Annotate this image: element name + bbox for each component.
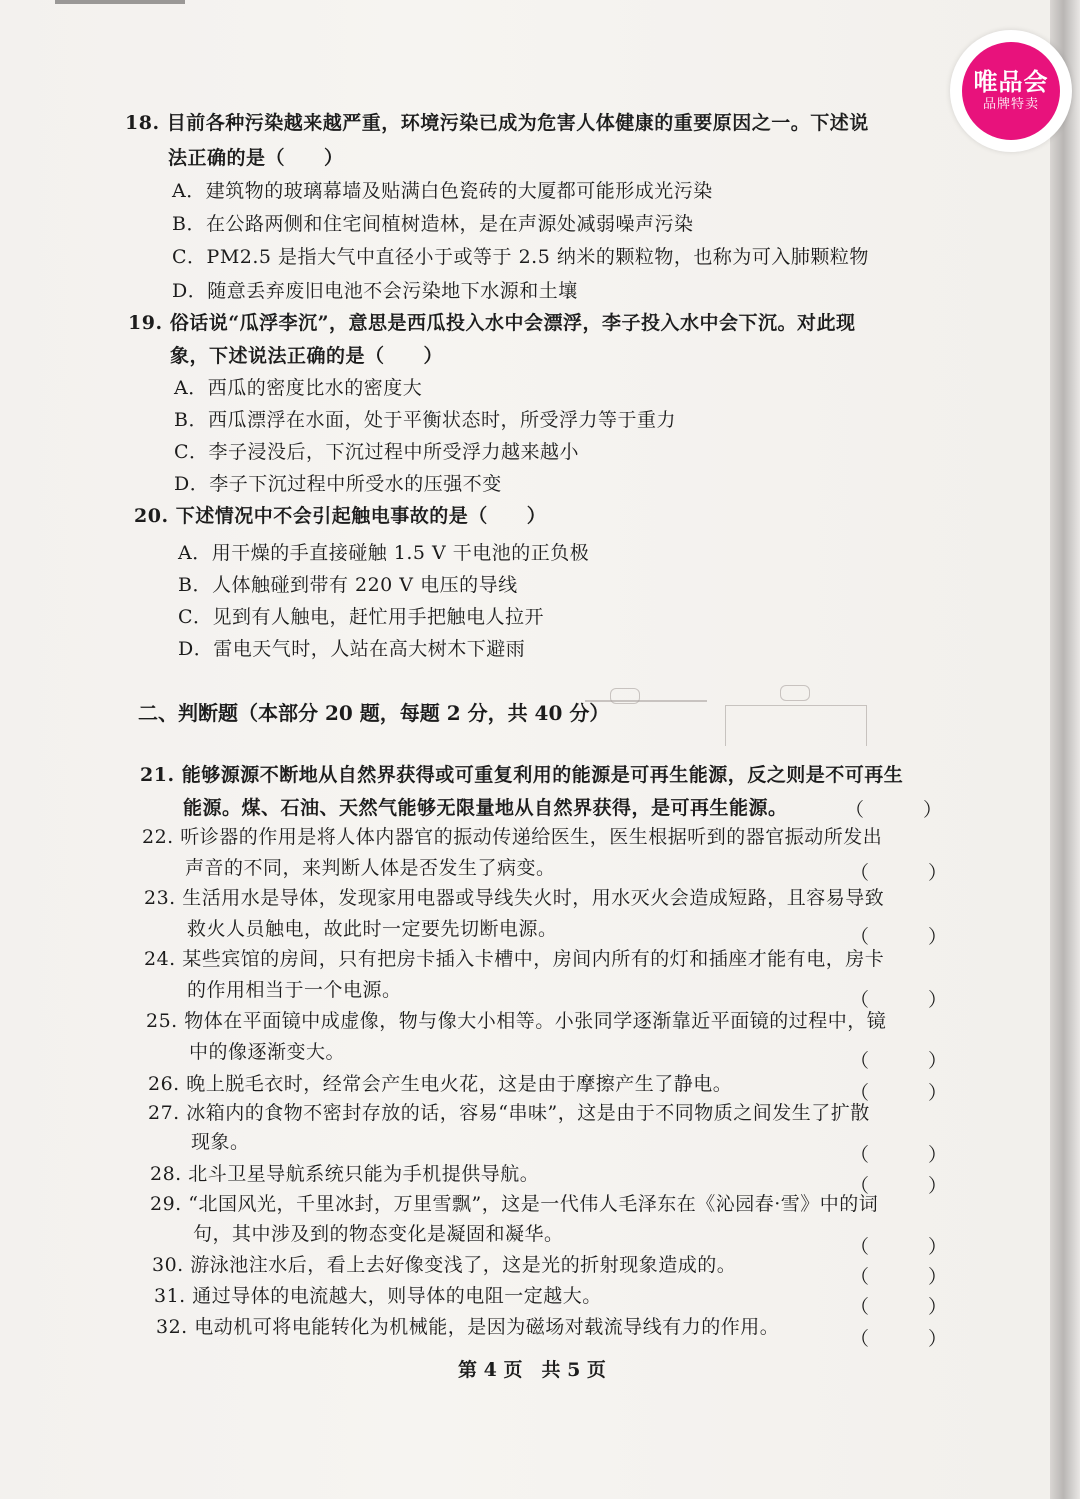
q18-option-a: A．建筑物的玻璃幕墙及贴满白色瓷砖的大厦都可能形成光污染 — [172, 180, 713, 202]
q27-answer-paren[interactable]: （ ） — [850, 1144, 968, 1166]
q18-line2: 法正确的是（ ） — [168, 147, 344, 169]
q26-answer-paren[interactable]: （ ） — [850, 1082, 968, 1104]
q25-answer-paren[interactable]: （ ） — [850, 1050, 968, 1072]
q30-line1: 30. 游泳池注水后，看上去好像变浅了，这是光的折射现象造成的。 — [152, 1254, 737, 1276]
q20-option-b: B．人体触碰到带有 220 V 电压的导线 — [178, 574, 518, 596]
q28-answer-paren[interactable]: （ ） — [850, 1175, 968, 1197]
q21-line1: 21. 能够源源不断地从自然界获得或可重复利用的能源是可再生能源，反之则是不可再生 — [140, 764, 904, 786]
q18-option-d: D．随意丢弃废旧电池不会污染地下水源和土壤 — [172, 280, 578, 302]
q20-option-d: D．雷电天气时，人站在高大树木下避雨 — [178, 638, 526, 660]
q19-option-a: A．西瓜的密度比水的密度大 — [174, 377, 423, 399]
q29-answer-paren[interactable]: （ ） — [850, 1236, 968, 1258]
brand-badge[interactable] — [950, 30, 1072, 152]
bleed-circuit-lamp — [610, 688, 640, 704]
q18-option-c: C．PM2.5 是指大气中直径小于或等于 2.5 纳米的颗粒物，也称为可入肺颗粒物 — [172, 246, 869, 268]
top-strip — [55, 0, 185, 4]
q25-line2: 中的像逐渐变大。 — [189, 1041, 346, 1063]
q22-answer-paren[interactable]: （ ） — [850, 862, 968, 884]
q32-line1: 32. 电动机可将电能转化为机械能，是因为磁场对载流导线有力的作用。 — [156, 1316, 780, 1338]
q19-option-b: B．西瓜漂浮在水面，处于平衡状态时，所受浮力等于重力 — [174, 409, 676, 431]
q27-line1: 27. 冰箱内的食物不密封存放的话，容易“串味”，这是由于不同物质之间发生了扩散 — [148, 1102, 870, 1124]
q24-line1: 24. 某些宾馆的房间，只有把房卡插入卡槽中，房间内所有的灯和插座才能有电，房卡 — [144, 948, 885, 970]
q18-option-b: B．在公路两侧和住宅间植树造林，是在声源处减弱噪声污染 — [172, 213, 694, 235]
q20-line1: 20. 下述情况中不会引起触电事故的是（ ） — [134, 505, 547, 527]
q19-line2: 象，下述说法正确的是（ ） — [170, 345, 444, 367]
q31-answer-paren[interactable]: （ ） — [850, 1296, 968, 1318]
brand-name: 唯品会 — [973, 68, 1049, 96]
q23-answer-paren[interactable]: （ ） — [850, 926, 968, 948]
q22-line2: 声音的不同，来判断人体是否发生了病变。 — [185, 857, 556, 879]
q22-line1: 22. 听诊器的作用是将人体内器官的振动传递给医生，医生根据听到的器官振动所发出 — [142, 826, 883, 848]
brand-logo-icon — [962, 42, 1060, 140]
q18-line1: 18. 目前各种污染越来越严重，环境污染已成为危害人体健康的重要原因之一。下述说 — [125, 112, 869, 134]
q21-line2: 能源。煤、石油、天然气能够无限量地从自然界获得，是可再生能源。 — [183, 797, 788, 819]
q31-line1: 31. 通过导体的电流越大，则导体的电阻一定越大。 — [154, 1285, 602, 1307]
q28-line1: 28. 北斗卫星导航系统只能为手机提供导航。 — [150, 1163, 540, 1185]
q24-line2: 的作用相当于一个电源。 — [187, 979, 402, 1001]
q19-option-d: D．李子下沉过程中所受水的压强不变 — [174, 473, 502, 495]
q24-answer-paren[interactable]: （ ） — [850, 989, 968, 1011]
section2-heading: 二、判断题（本部分 20 题，每题 2 分，共 40 分） — [138, 701, 610, 725]
q23-line1: 23. 生活用水是导体，发现家用电器或导线失火时，用水灭火会造成短路，且容易导致 — [144, 887, 885, 909]
q20-option-c: C．见到有人触电，赶忙用手把触电人拉开 — [178, 606, 545, 628]
q26-line1: 26. 晚上脱毛衣时，经常会产生电火花，这是由于摩擦产生了静电。 — [148, 1073, 733, 1095]
q32-answer-paren[interactable]: （ ） — [850, 1328, 968, 1350]
q29-line2: 句，其中涉及到的物态变化是凝固和凝华。 — [193, 1223, 564, 1245]
q21-answer-paren[interactable]: （ ） — [845, 799, 963, 821]
q25-line1: 25. 物体在平面镜中成虚像，物与像大小相等。小张同学逐渐靠近平面镜的过程中，镜 — [146, 1010, 887, 1032]
q19-option-c: C．李子浸没后，下沉过程中所受浮力越来越小 — [174, 441, 580, 463]
q19-line1: 19. 俗话说“瓜浮李沉”，意思是西瓜投入水中会漂浮，李子投入水中会下沉。对此现 — [128, 312, 856, 334]
q30-answer-paren[interactable]: （ ） — [850, 1266, 968, 1288]
q27-line2: 现象。 — [191, 1131, 250, 1153]
q23-line2: 救火人员触电，故此时一定要先切断电源。 — [187, 918, 558, 940]
page-edge — [1050, 0, 1080, 1499]
page-footer: 第 4 页 共 5 页 — [458, 1359, 606, 1381]
q29-line1: 29. “北国风光，千里冰封，万里雪飘”，这是一代伟人毛泽东在《沁园春·雪》中的词 — [150, 1193, 879, 1215]
q20-option-a: A．用干燥的手直接碰触 1.5 V 干电池的正负极 — [178, 542, 590, 564]
bleed-circuit-lamp-2 — [780, 685, 810, 701]
bleed-circuit-box — [725, 705, 867, 746]
brand-tagline: 品牌特卖 — [982, 97, 1039, 112]
